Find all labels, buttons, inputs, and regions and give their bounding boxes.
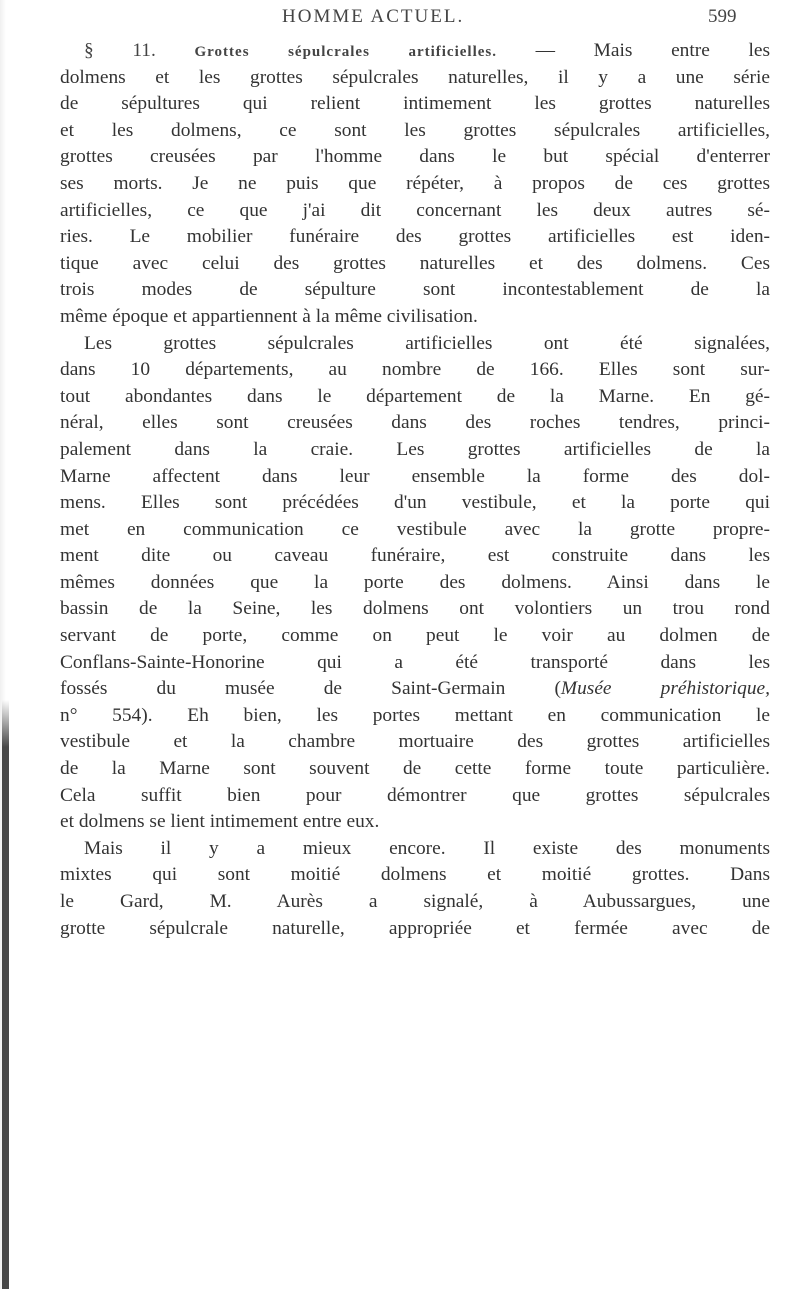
text-line: Les grottes sépulcrales artificielles ont été signalées,: [84, 332, 770, 354]
text-line: et dolmens se lient intimement entre eux.: [60, 811, 380, 833]
text-line: Conflans-Sainte-Honorine qui a été transporté dans les: [60, 651, 770, 673]
text-line: tout abondantes dans le département de la Marne. En gé-: [60, 385, 770, 407]
text-line: ses morts. Je ne puis que répéter, à propos de ces grottes: [60, 172, 770, 194]
text-line: et les dolmens, ce sont les grottes sépulcrales artificielles,: [60, 119, 770, 141]
section-mark: § 11.: [84, 40, 156, 61]
text-line: de la Marne sont souvent de cette forme toute particulière.: [60, 758, 770, 780]
text-line: grottes creusées par l'homme dans le but spécial d'enterrer: [60, 146, 770, 168]
text-line: palement dans la craie. Les grottes artificielles de la: [60, 438, 770, 460]
text-line: Cela suffit bien pour démontrer que grottes sépulcrales: [60, 784, 770, 806]
text-line: ment dite ou caveau funéraire, est construite dans les: [60, 545, 770, 567]
binding-shadow: [2, 700, 9, 1289]
text-line: artificielles, ce que j'ai dit concernant les deux autres sé-: [60, 199, 770, 221]
text-line: vestibule et la chambre mortuaire des grottes artificielles: [60, 731, 770, 753]
body-text: [60, 38, 770, 942]
text-line: mens. Elles sont précédées d'un vestibule, et la porte qui: [60, 492, 770, 514]
text-line: Marne affectent dans leur ensemble la forme des dol-: [60, 465, 770, 487]
text-line: met en communication ce vestibule avec la grotte propre-: [60, 518, 770, 540]
running-title: HOMME ACTUEL.: [282, 6, 465, 27]
text-line: néral, elles sont creusées dans des roches tendres, princi-: [60, 412, 770, 434]
text-line: servant de porte, comme on peut le voir au dolmen de: [60, 625, 770, 647]
text-line: de sépultures qui relient intimement les grottes naturelles: [60, 93, 770, 115]
text-line: Mais il y a mieux encore. Il existe des monuments: [84, 837, 770, 859]
text-line: bassin de la Seine, les dolmens ont volontiers un trou rond: [60, 598, 770, 620]
text-line: mêmes données que la porte des dolmens. Ainsi dans le: [60, 571, 770, 593]
running-header: [0, 6, 800, 32]
text-line: grotte sépulcrale naturelle, appropriée et fermée avec de: [60, 917, 770, 939]
text-line: le Gard, M. Aurès a signalé, à Aubussargues, une: [60, 891, 770, 912]
text-line: n° 554). Eh bien, les portes mettant en communication le: [60, 704, 770, 726]
text-line: § 11. Grottes sépulcrales artificielles. — Mais entre les: [84, 40, 771, 61]
text-line: tique avec celui des grottes naturelles et des dolmens. Ces: [60, 252, 770, 274]
text-line: ries. Le mobilier funéraire des grottes artificielles est iden-: [60, 226, 770, 248]
text-line: même époque et appartiennent à la même civilisation.: [60, 305, 478, 327]
citation-italic: Musée préhistorique,: [560, 678, 771, 700]
text-line: dolmens et les grottes sépulcrales naturelles, il y a une série: [60, 66, 770, 88]
text-line: mixtes qui sont moitié dolmens et moitié grottes. Dans: [60, 864, 770, 886]
text-line: trois modes de sépulture sont incontestablement de la: [60, 279, 770, 301]
section-heading: Grottes sépulcrales artificielles.: [194, 44, 497, 60]
text-line: dans 10 départements, au nombre de 166. Elles sont sur-: [60, 359, 770, 381]
text-line: fossés du musée de Saint-Germain (Musée préhistorique,: [60, 678, 771, 700]
page-number: 599: [708, 6, 737, 27]
